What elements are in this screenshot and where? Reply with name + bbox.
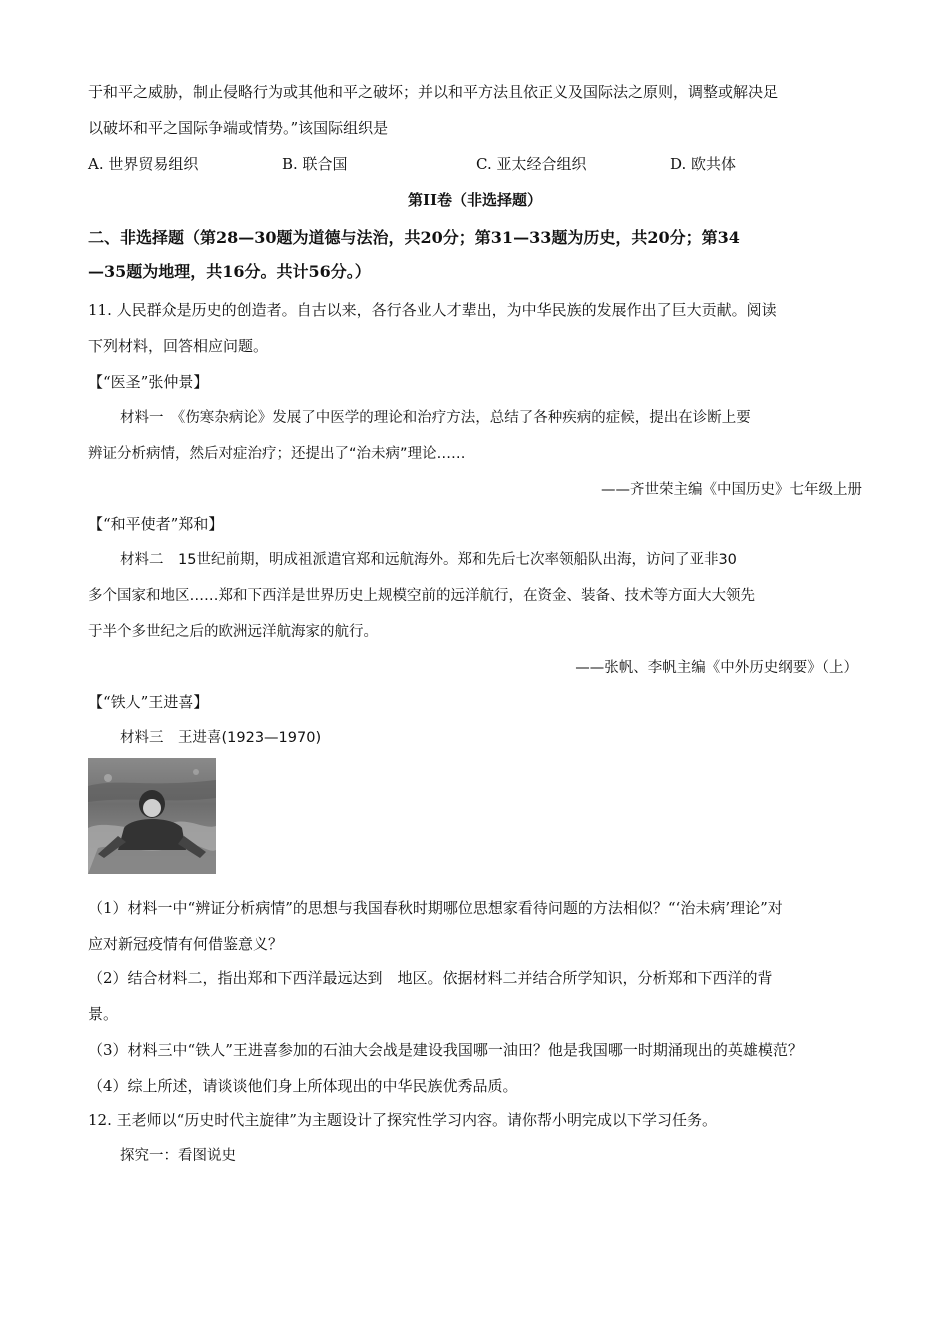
material-1-line-2: 辨证分析病情，然后对症治疗；还提出了“治未病”理论…… bbox=[88, 446, 466, 462]
intro-line-1: 于和平之威胁，制止侵略行为或其他和平之破坏；并以和平方法且依正义及国际法之原则，调整或解决足 bbox=[88, 83, 779, 101]
option-c: C. 亚太经合组织 bbox=[476, 155, 587, 173]
option-a: A. 世界贸易组织 bbox=[88, 155, 199, 173]
q12-task-1: 探究一：看图说史 bbox=[120, 1148, 236, 1164]
sub-question-1-line-2: 应对新冠疫情有何借鉴意义？ bbox=[88, 935, 284, 953]
sub-question-1-line-1: （1）材料一中“辨证分析病情”的思想与我国春秋时期哪位思想家看待问题的方法相似？“‘治未病’理论”对 bbox=[88, 899, 783, 917]
sub-question-3: （3）材料三中“铁人”王进喜参加的石油大会战是建设我国哪一油田？他是我国哪一时期涌现出的英雄模范？ bbox=[88, 1041, 803, 1059]
q11-heading-zhang: 【“医圣”张仲景】 bbox=[88, 373, 209, 391]
q11-stem-line-2: 下列材料，回答相应问题。 bbox=[88, 337, 269, 355]
material-1-line-1: 材料一 《伤寒杂病论》发展了中医学的理论和治疗方法，总结了各种疾病的症候，提出在诊断上要 bbox=[120, 410, 751, 426]
section-desc-line-2: —35题为地理，共16分。共计56分。） bbox=[88, 262, 371, 281]
material-3-line-1: 材料三 王进喜(1923—1970) bbox=[120, 730, 322, 746]
q11-heading-zheng: 【“和平使者”郑和】 bbox=[88, 515, 224, 533]
intro-line-2: 以破坏和平之国际争端或情势。”该国际组织是 bbox=[88, 119, 389, 137]
wang-jinxi-photo bbox=[88, 758, 216, 874]
q12-stem: 12. 王老师以“历史时代主旋律”为主题设计了探究性学习内容。请你帮小明完成以下学习任务。 bbox=[88, 1111, 717, 1129]
sub-question-2-line-1: （2）结合材料二，指出郑和下西洋最远达到 地区。依据材料二并结合所学知识，分析郑和下西洋的背 bbox=[88, 969, 773, 987]
material-1-source: ——齐世荣主编《中国历史》七年级上册 bbox=[601, 482, 862, 498]
material-2-line-2: 多个国家和地区……郑和下西洋是世界历史上规模空前的远洋航行，在资金、装备、技术等方面大大领先 bbox=[88, 588, 755, 604]
section-title: 第II卷（非选择题） bbox=[407, 191, 543, 209]
sub-question-4: （4）综上所述，请谈谈他们身上所体现出的中华民族优秀品质。 bbox=[88, 1077, 518, 1095]
q11-stem-line-1: 11. 人民群众是历史的创造者。自古以来，各行各业人才辈出，为中华民族的发展作出了巨大贡献。阅读 bbox=[88, 301, 777, 319]
option-d: D. 欧共体 bbox=[670, 155, 737, 173]
section-desc-line-1: 二、非选择题（第28—30题为道德与法治，共20分；第31—33题为历史，共20分；第34 bbox=[88, 228, 740, 247]
option-b: B. 联合国 bbox=[282, 155, 348, 173]
material-2-line-3: 于半个多世纪之后的欧洲远洋航海家的航行。 bbox=[88, 624, 378, 640]
sub-question-2-line-2: 景。 bbox=[88, 1005, 119, 1023]
q11-heading-wang: 【“铁人”王进喜】 bbox=[88, 693, 209, 711]
material-2-line-1: 材料二 15世纪前期，明成祖派遣官郑和远航海外。郑和先后七次率领船队出海，访问了亚非30 bbox=[120, 552, 737, 568]
material-2-source: ——张帆、李帆主编《中外历史纲要》（上） bbox=[575, 660, 858, 676]
